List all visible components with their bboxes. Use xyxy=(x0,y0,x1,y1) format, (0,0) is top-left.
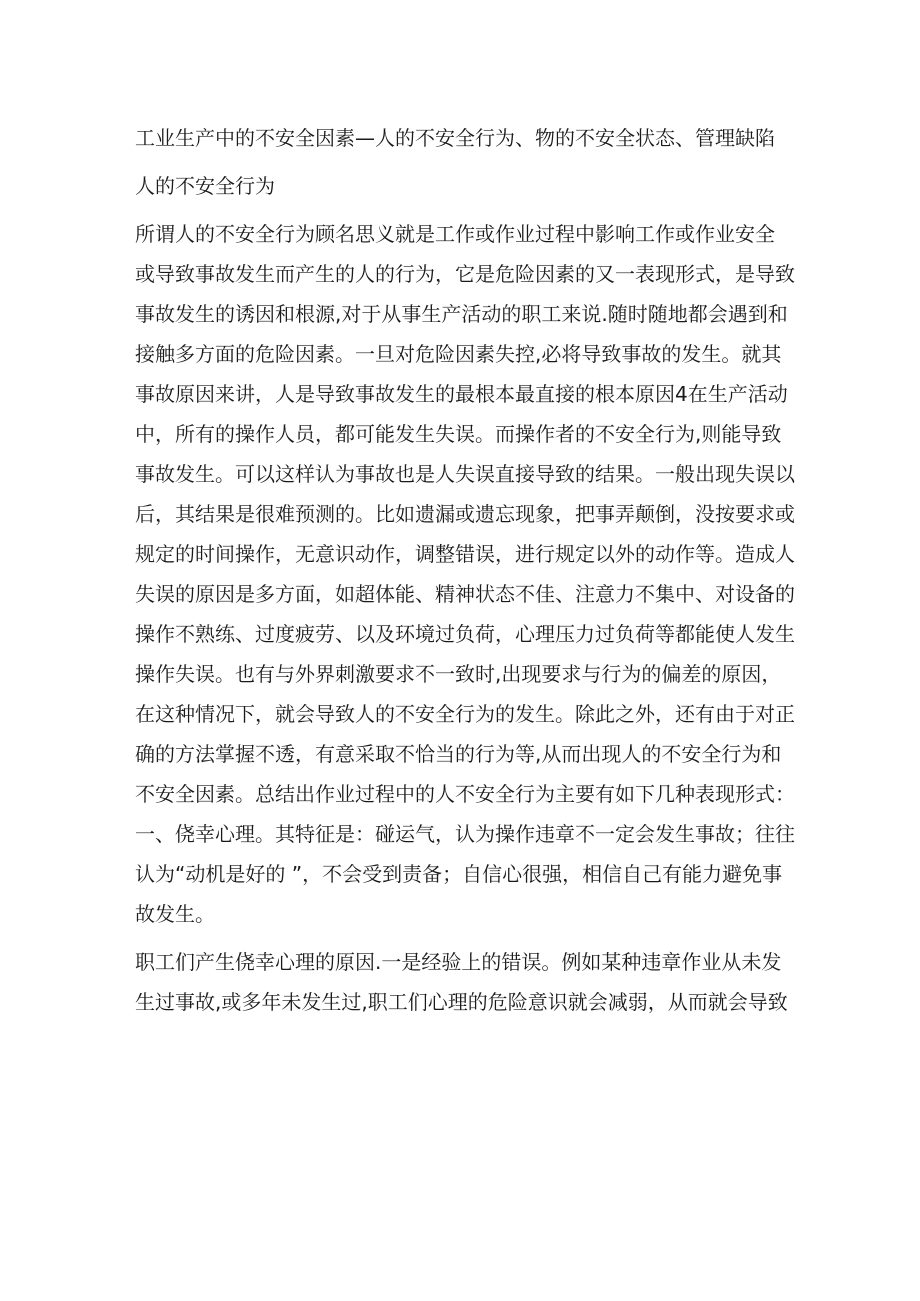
paragraph-line: 事故发生。可以这样认为事故也是人失误直接导致的结果。一般出现失误以 xyxy=(135,462,795,486)
paragraph-line: 接触多方面的危险因素。一旦对危险因素失控,必将导致事故的发生。就其 xyxy=(135,342,782,366)
paragraph-line: 一、侥幸心理。其特征是：碰运气，认为操作违章不一定会发生事故；往往 xyxy=(135,822,795,846)
paragraph-line: 职工们产生侥幸心理的原因.一是经验上的错误。例如某种违章作业从未发 xyxy=(135,950,782,974)
paragraph-luck-mentality-causes xyxy=(135,942,795,1022)
paragraph-line: 不安全因素。总结出作业过程中的人不安全行为主要有如下几种表现形式： xyxy=(135,782,795,806)
paragraph-line: 故发生。 xyxy=(135,902,215,926)
section-heading: 人的不安全行为 xyxy=(135,174,275,198)
paragraph-line: 事故发生的诱因和根源,对于从事生产活动的职工来说.随时随地都会遇到和 xyxy=(135,302,788,326)
paragraph-line: 在这种情况下，就会导致人的不安全行为的发生。除此之外，还有由于对正 xyxy=(135,702,795,726)
paragraph-line: 所谓人的不安全行为顾名思义就是工作或作业过程中影响工作或作业安全 xyxy=(135,222,775,246)
paragraph-line: 生过事故,或多年未发生过,职工们心理的危险意识就会减弱，从而就会导致 xyxy=(135,990,788,1014)
paragraph-line: 操作失误。也有与外界刺激要求不一致时,出现要求与行为的偏差的原因， xyxy=(135,662,782,686)
paragraph-line: 中，所有的操作人员，都可能发生失误。而操作者的不安全行为,则能导致 xyxy=(135,422,782,446)
paragraph-line: 确的方法掌握不透，有意采取不恰当的行为等,从而出现人的不安全行为和 xyxy=(135,742,782,766)
paragraph-line: 认为“动机是好的 ”，不会受到责备；自信心很强，相信自己有能力避免事 xyxy=(135,862,783,886)
paragraph-line: 事故原因来讲，人是导致事故发生的最根本最直接的根本原因4在生产活动 xyxy=(135,382,788,406)
document-body xyxy=(135,118,795,1022)
document-title: 工业生产中的不安全因素—人的不安全行为、物的不安全状态、管理缺陷 xyxy=(135,126,775,150)
paragraph-line: 后，其结果是很难预测的。比如遗漏或遗忘现象，把事弄颠倒，没按要求或 xyxy=(135,502,795,526)
paragraph-line: 或导致事故发生而产生的人的行为，它是危险因素的又一表现形式，是导致 xyxy=(135,262,795,286)
paragraph-unsafe-behavior xyxy=(135,214,795,934)
paragraph-line: 失误的原因是多方面，如超体能、精神状态不佳、注意力不集中、对设备的 xyxy=(135,582,795,606)
paragraph-line: 规定的时间操作，无意识动作，调整错误，进行规定以外的动作等。造成人 xyxy=(135,542,795,566)
paragraph-line: 操作不熟练、过度疲劳、以及环境过负荷，心理压力过负荷等都能使人发生 xyxy=(135,622,795,646)
